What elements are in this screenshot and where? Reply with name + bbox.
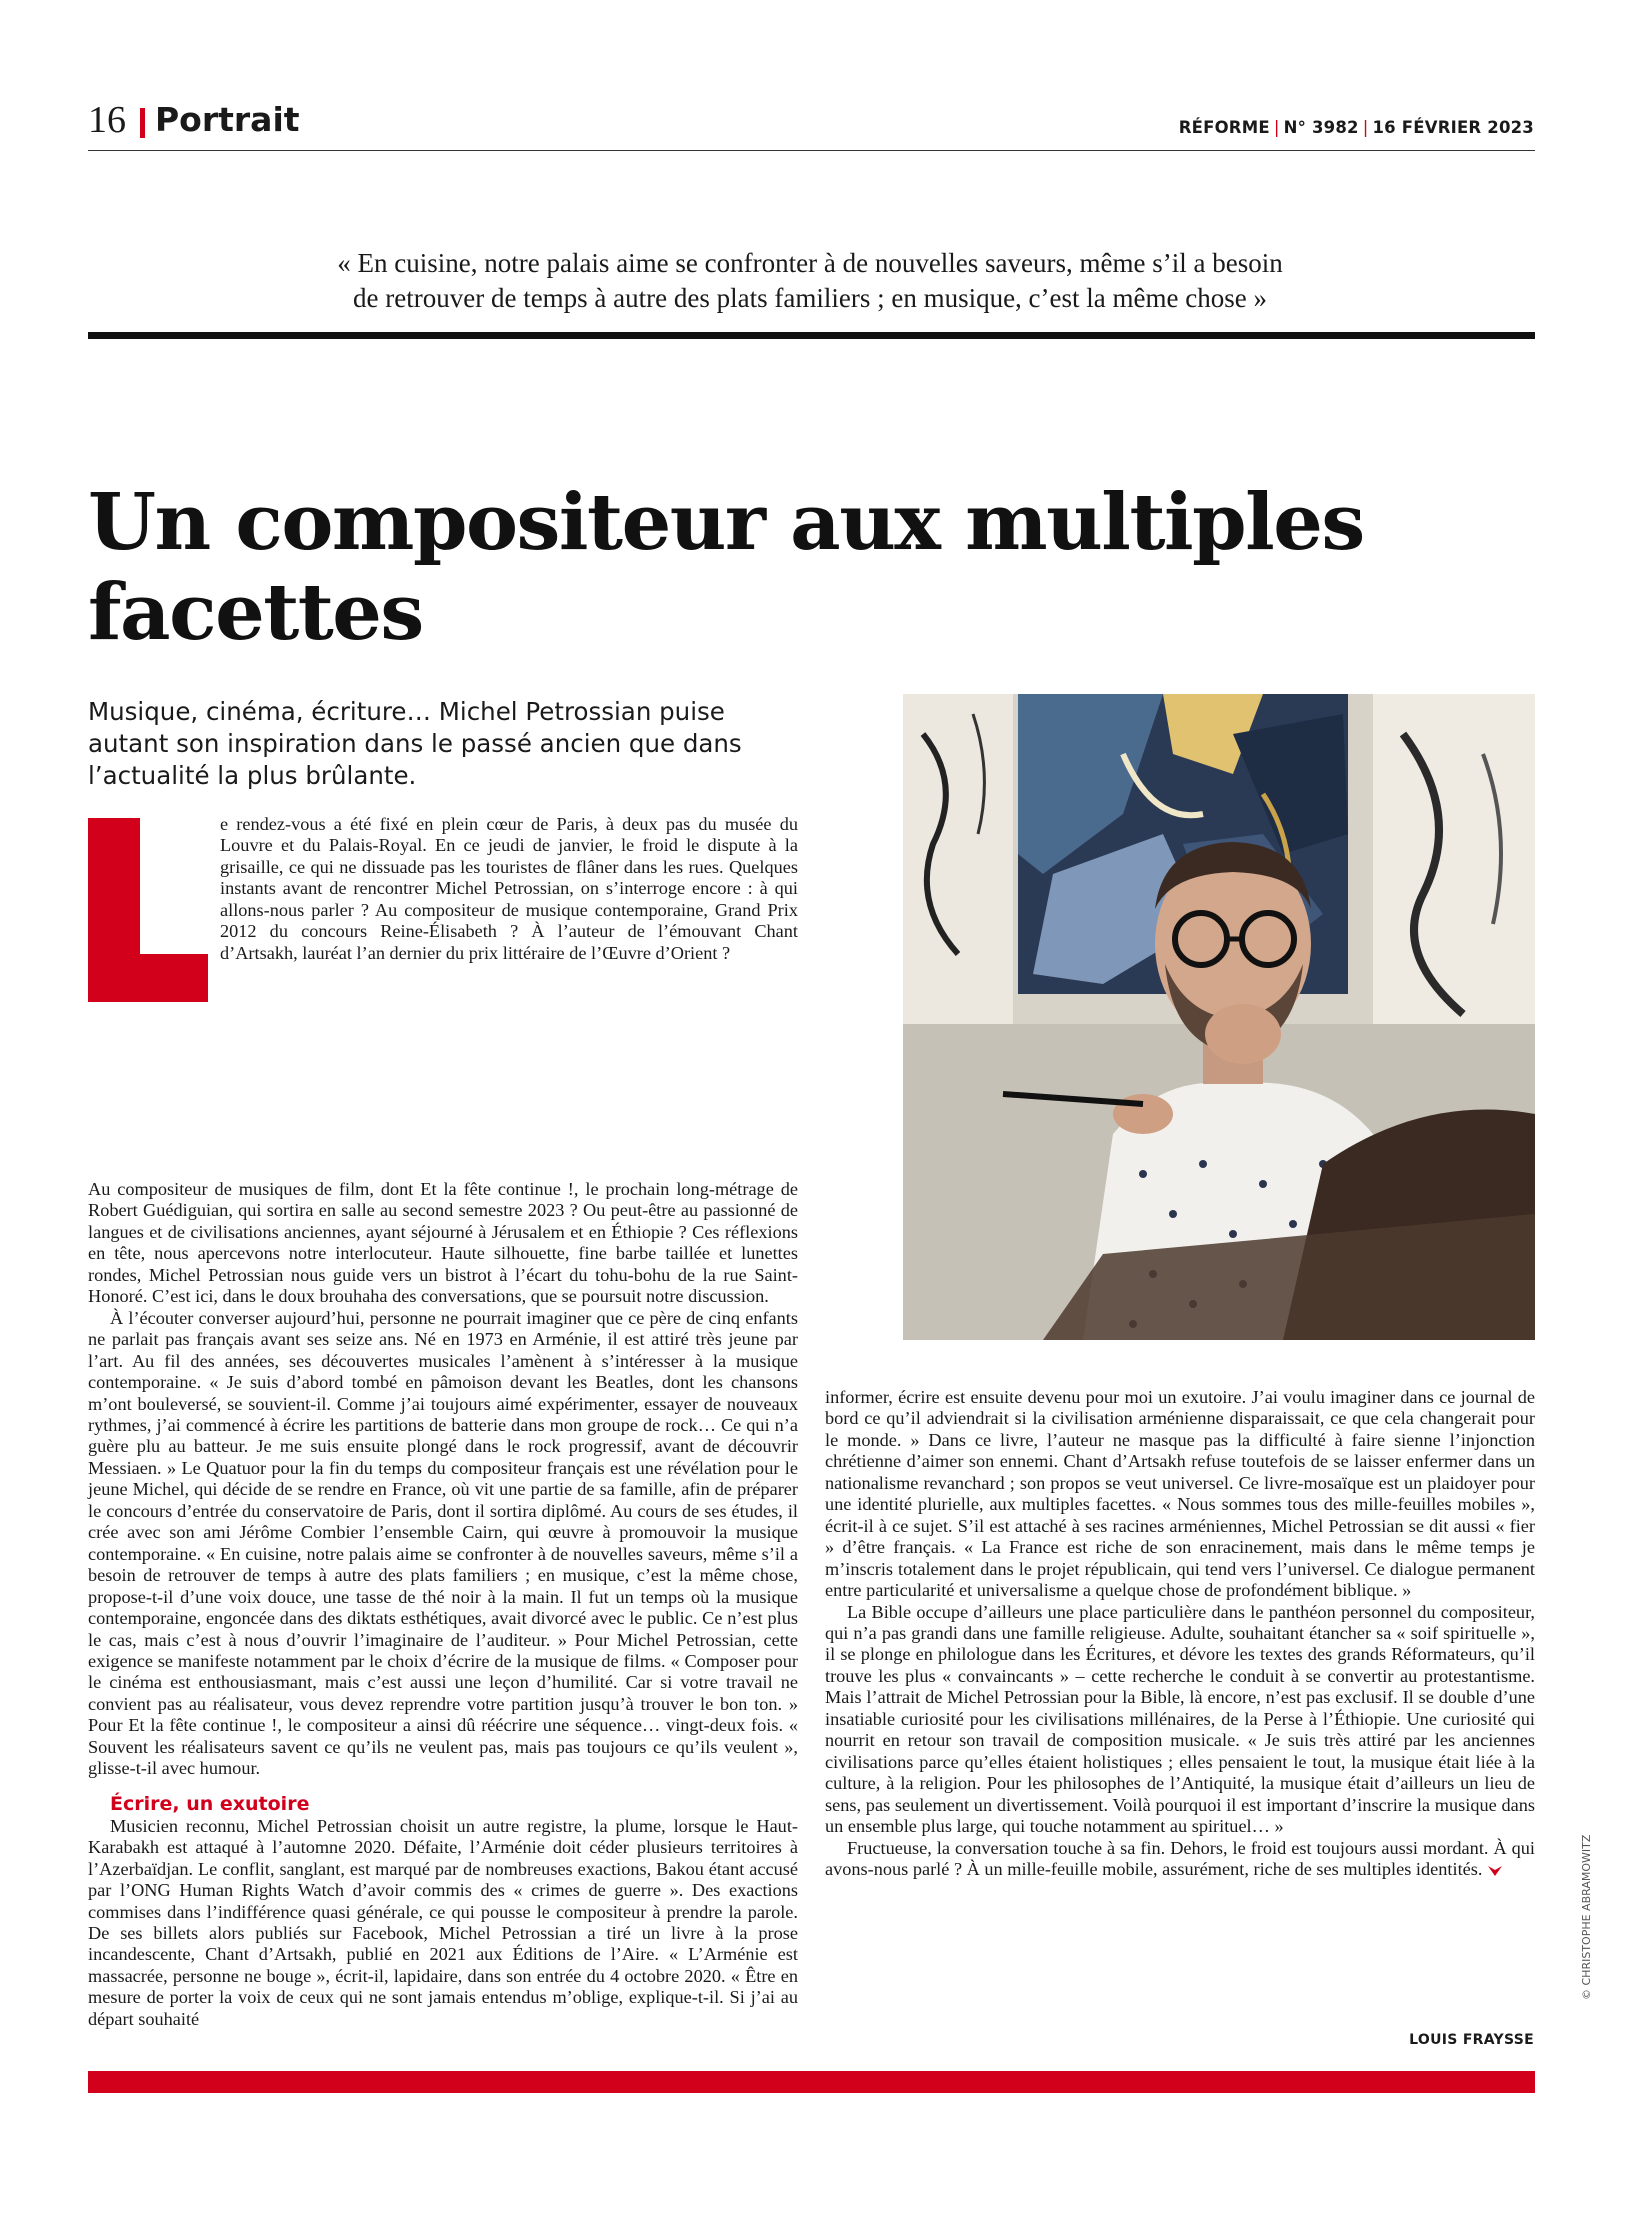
- header-rule: [88, 150, 1535, 151]
- article-title-line: Un compositeur aux multiples: [88, 477, 1364, 568]
- article-column-right: [825, 1387, 1535, 1880]
- portrait-illustration: [903, 694, 1535, 1340]
- article-paragraph: Au compositeur de musiques de film, dont Et la fête continue !, le prochain long-métrage de Robert Guédiguian, qui sortira en salle au second semestre 2023 ? Ou peut-être au passionné de langues et de civilisations anciennes, ayant séjourné à Jérusalem et en Éthiopie ? Ces réflexions en tête, nous apercevons notre interlocuteur. Haute silhouette, fine barbe taillée et lunettes rondes, Michel Petrossian nous guide vers un bistrot à l’écart du tohu-bohu de la rue Saint-Honoré. C’est ici, dans le doux brouhaha des conversations, que se poursuit notre discussion.: [88, 1179, 798, 1307]
- article-paragraph: informer, écrire est ensuite devenu pour moi un exutoire. J’ai voulu imaginer dans ce journal de bord ce qu’il adviendrait si la civilisation arménienne disparaissait, ce que cela changerait pour le monde. » Dans ce livre, l’auteur ne masque pas la difficulté à faire sienne l’injonction chrétienne d’aimer son ennemi. Chant d’Artsakh refuse toutefois de se laisser enfermer dans un nationalisme revanchard ; son propos se veut universel. Ce livre-mosaïque est un plaidoyer pour une identité plurielle, aux multiples facettes. « Nous sommes tous des mille-feuilles mobiles », écrit-il à ce sujet. S’il est attaché à ses racines arméniennes, Michel Petrossian se dit aussi « fier » d’être français. « La France est riche de son enracinement, mais dans le même temps je m’inscris totalement dans le projet républicain, qui tend vers l’universel. Ce dialogue permanent entre particularité et universalisme a quelque chose de profondément biblique. »: [825, 1387, 1535, 1601]
- article-paragraph: [825, 1838, 1535, 1881]
- article-subhead: Écrire, un exutoire: [110, 1792, 310, 1815]
- article-paragraph: La Bible occupe d’ailleurs une place particulière dans le panthéon personnel du compositeur, qui n’a pas grandi dans une famille religieuse. Adulte, souhaitant étancher sa « soif spirituelle », il se plonge en philologue dans les Écritures, et dévore les textes des grands Réformateurs, qu’il trouve les plus « convaincants » – cette recherche le conduit à se convertir au protestantisme. Mais l’attrait de Michel Petrossian pour la Bible, là encore, n’est pas exclusif. Il se double d’une insatiable curiosité pour les civilisations millénaires, de la Perse à l’Éthiopie. Une curiosité qui nourrit en retour son travail de composition musicale. « Je suis très attiré par les anciennes civilisations parce qu’elles étaient holistiques ; elles pensaient le tout, la musique était liée à la culture, à la religion. Pour les philosophes de l’Antiquité, la musique était d’ailleurs un lieu de sens, pas seulement un divertissement. Voilà pourquoi il est important d’inscrire la musique dans un ensemble plus large, qui touche notamment au spirituel… »: [825, 1601, 1535, 1837]
- pull-quote: [150, 246, 1470, 316]
- article-title-line: facettes: [88, 567, 423, 658]
- header-divider-bar: [140, 108, 145, 138]
- publication-name: RÉFORME: [1178, 118, 1270, 137]
- portrait-photo: [903, 694, 1535, 1340]
- drop-cap-letter: [88, 818, 208, 1002]
- article-lead: Musique, cinéma, écriture… Michel Petrossian puise autant son inspiration dans le passé ancien que dans l’actualité la plus brûlante.: [88, 697, 742, 790]
- pull-quote-line: « En cuisine, notre palais aime se confronter à de nouvelles saveurs, même s’il a besoin: [337, 248, 1283, 278]
- article-paragraph: Musicien reconnu, Michel Petrossian choisit un autre registre, la plume, lorsque le Haut-Karabakh est attaqué à l’automne 2020. Défaite, l’Arménie doit céder plusieurs territoires à l’Azerbaïdjan. Le conflit, sanglant, est marqué par de nombreuses exactions, Bakou étant accusé par l’ONG Human Rights Watch d’avoir commis des « crimes de guerre ». Des exactions commises dans l’indifférence quasi générale, ce qui pousse le compositeur à prendre la parole. De ses billets alors publiés sur Facebook, Michel Petrossian a tiré un livre à la prose incandescente, Chant d’Artsakh, publié en 2021 aux Éditions de l’Aire. « L’Arménie est massacrée, personne ne bouge », écrit-il, lapidaire, dans son entrée du 4 octobre 2020. « Être en mesure de porter la voix de ceux qui ne sont jamais entendus m’oblige, explique-t-il. Si j’ai au départ souhaité: [88, 1815, 798, 2029]
- pull-quote-line: de retrouver de temps à autre des plats familiers ; en musique, c’est la même chose »: [353, 283, 1267, 313]
- section-title: Portrait: [155, 100, 300, 139]
- author-signature: LOUIS FRAYSSE: [1409, 2032, 1534, 2048]
- intro-paragraph: e rendez-vous a été fixé en plein cœur de Paris, à deux pas du musée du Louvre et du Palais-Royal. En ce jeudi de janvier, le froid le dispute à la grisaille, ce qui ne dissuade pas les touristes de flâner dans les rues. Quelques instants avant de rencontrer Michel Petrossian, on s’interroge encore : à qui allons-nous parler ? Au compositeur de musique contemporaine, Grand Prix 2012 du concours Reine-Élisabeth ? À l’auteur de l’émouvant Chant d’Artsakh, lauréat l’an dernier du prix littéraire de l’Œuvre d’Orient ?: [220, 814, 798, 963]
- end-mark-icon: [1487, 1864, 1503, 1878]
- closing-text: Fructueuse, la conversation touche à sa fin. Dehors, le froid est toujours aussi mordant. À qui avons-nous parlé ? À un mille-feuille mobile, assurément, riche de ses multiples identités.: [825, 1837, 1535, 1879]
- article-intro: [220, 814, 798, 964]
- issue-number: N° 3982: [1283, 118, 1359, 137]
- photo-credit: © CHRISTOPHE ABRAMOWITZ: [1580, 1834, 1593, 2000]
- page-number: 16: [88, 99, 126, 141]
- drop-cap-shape: [88, 818, 208, 1002]
- pull-quote-rule: [88, 332, 1535, 339]
- issue-date: 16 FÉVRIER 2023: [1372, 118, 1534, 137]
- issue-info: RÉFORME | N° 3982 | 16 FÉVRIER 2023: [1178, 118, 1534, 137]
- article-paragraph: À l’écouter converser aujourd’hui, personne ne pourrait imaginer que ce père de cinq enfants ne parlait pas français avant ses seize ans. Né en 1973 en Arménie, il est attiré très jeune par l’art. Au fil des années, ses découvertes musicales l’amènent à s’intéresser à la musique contemporaine. « Je suis d’abord tombé en pâmoison devant les Beatles, dont les chansons m’ont bouleversé, se souvient-il. Comme j’ai toujours aimé expérimenter, essayer de nouveaux rythmes, j’ai commencé à écrire les partitions de batterie dans mon groupe de rock… Ce qui n’a guère plu au batteur. Je me suis ensuite plongé dans le rock progressif, avant de découvrir Messiaen. » Le Quatuor pour la fin du temps du compositeur français est une révélation pour le jeune Michel, qui décide de se rendre en France, où vit une partie de sa famille, afin de préparer le concours d’entrée du conservatoire de Paris, dont il sortira diplômé. Au cours de ses études, il crée avec son ami Jérôme Combier l’ensemble Cairn, qui œuvre à promouvoir la musique contemporaine. « En cuisine, notre palais aime se confronter à de nouvelles saveurs, même s’il a besoin de retrouver de temps à autre des plats familiers ; en musique, c’est la même chose, propose-t-il d’une voix douce, une tasse de thé noir à la main. Il fut un temps où la musique contemporaine, engoncée dans des diktats esthétiques, avait divorcé avec le public. Ce n’est plus le cas, mais c’est à nous d’ouvrir l’imaginaire de l’auditeur. » Pour Michel Petrossian, cette exigence se manifeste notamment par le choix d’écrire de la musique de films. « Composer pour le cinéma est enthousiasmant, mais c’est aussi une leçon d’humilité. Car si votre travail ne convient pas au réalisateur, vous devez reprendre votre partition jusqu’à trouver le bon ton. » Pour Et la fête continue !, le compositeur a ainsi dû réécrire une séquence… vingt-deux fois. « Souvent les réalisateurs savent ce qu’ils ne veulent pas, mais pas toujours ce qu’ils veulent », glisse-t-il avec humour.: [88, 1307, 798, 1779]
- article-title: [88, 478, 1488, 658]
- footer-bar: [88, 2071, 1535, 2093]
- article-column-left: [88, 1179, 798, 2030]
